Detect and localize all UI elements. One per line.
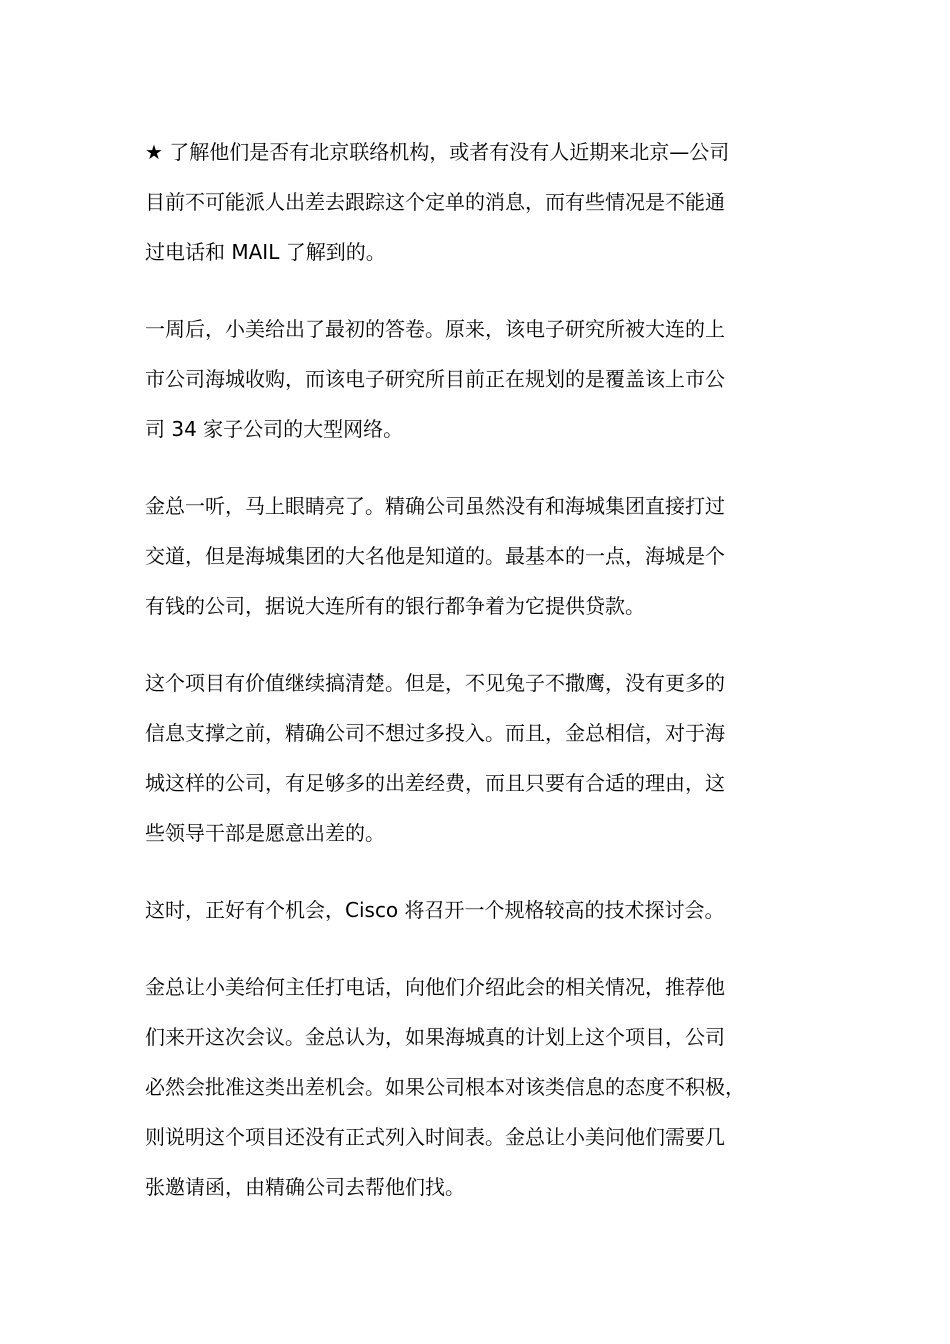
paragraph-6 — [145, 962, 815, 1212]
paragraph-line: 些领导干部是愿意出差的。 — [145, 821, 385, 845]
paragraph-line: 目前不可能派人出差去跟踪这个定单的消息，而有些情况是不能通 — [145, 190, 725, 214]
document-body — [145, 127, 815, 1239]
paragraph-line: 金总让小美给何主任打电话，向他们介绍此会的相关情况，推荐他 — [145, 975, 725, 999]
paragraph-2 — [145, 304, 815, 454]
paragraph-line: 信息支撑之前，精确公司不想过多投入。而且，金总相信，对于海 — [145, 721, 725, 745]
paragraph-line: 们来开这次会议。金总认为，如果海城真的计划上这个项目，公司 — [145, 1025, 725, 1049]
paragraph-3 — [145, 481, 815, 631]
paragraph-line: 金总一听，马上眼睛亮了。精确公司虽然没有和海城集团直接打过 — [145, 494, 725, 518]
paragraph-line: 过电话和 MAIL 了解到的。 — [145, 240, 386, 264]
paragraph-line: 张邀请函，由精确公司去帮他们找。 — [145, 1175, 465, 1199]
paragraph-line: 这时，正好有个机会，Cisco 将召开一个规格较高的技术探讨会。 — [145, 898, 725, 922]
paragraph-line: 司 34 家子公司的大型网络。 — [145, 417, 404, 441]
paragraph-5 — [145, 885, 815, 935]
paragraph-line: ★ 了解他们是否有北京联络机构，或者有没有人近期来北京—公司 — [145, 140, 730, 164]
paragraph-line: 必然会批准这类出差机会。如果公司根本对该类信息的态度不积极， — [145, 1075, 745, 1099]
paragraph-4 — [145, 658, 815, 858]
paragraph-line: 一周后，小美给出了最初的答卷。原来，该电子研究所被大连的上 — [145, 317, 725, 341]
paragraph-line: 城这样的公司，有足够多的出差经费，而且只要有合适的理由，这 — [145, 771, 725, 795]
paragraph-line: 则说明这个项目还没有正式列入时间表。金总让小美问他们需要几 — [145, 1125, 725, 1149]
paragraph-line: 市公司海城收购，而该电子研究所目前正在规划的是覆盖该上市公 — [145, 367, 725, 391]
paragraph-line: 这个项目有价值继续搞清楚。但是，不见兔子不撒鹰，没有更多的 — [145, 671, 725, 695]
paragraph-line: 有钱的公司，据说大连所有的银行都争着为它提供贷款。 — [145, 594, 645, 618]
paragraph-line: 交道，但是海城集团的大名他是知道的。最基本的一点，海城是个 — [145, 544, 725, 568]
paragraph-1 — [145, 127, 815, 277]
